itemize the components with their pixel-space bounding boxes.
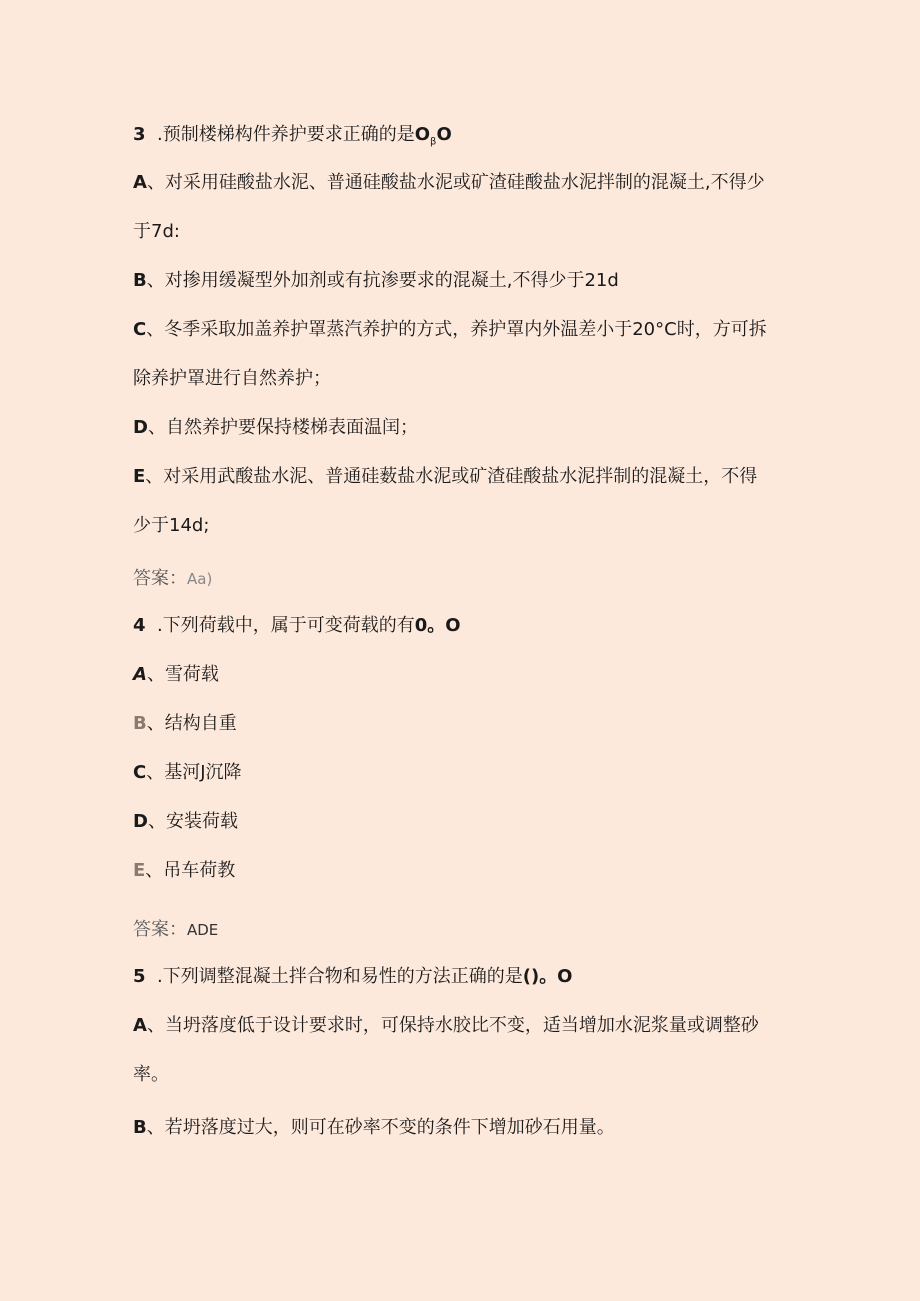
answer-3 [133,567,212,591]
option-text: 冬季采取加盖养护罩蒸汽养护的方式，养护罩内外温差小于20°C时，方可拆 [164,319,767,340]
option-sep: 、 [146,762,165,783]
option-e-continued [133,514,209,538]
option-label: E [133,466,146,487]
question-5-title [133,965,573,989]
option-sep: 、 [146,1015,165,1036]
option-label: B [133,1117,147,1138]
question-suffix: 0。O [414,615,461,636]
option-text: 自然养护要保持楼梯表面温闰； [165,417,418,438]
question-suffix-sub: β [430,136,437,148]
question-text: .下列荷载中，属于可变荷载的有 [157,615,415,636]
option-label: B [133,270,147,291]
option-label: D [133,417,148,438]
option-d [133,416,418,440]
option-text: 若坍落度过大，则可在砂率不变的条件下增加砂石用量。 [164,1117,615,1138]
question-number: 3 [133,124,146,145]
question-text: .预制楼梯构件养护要求正确的是 [157,124,415,145]
option-sep: 、 [145,466,164,487]
option-sep: 、 [146,713,165,734]
question-number: 4 [133,615,146,636]
option-a-continued [133,1063,169,1087]
question-number: 5 [133,966,146,987]
option-label: A [133,172,147,193]
option-e [133,859,235,883]
option-text: 除养护罩进行自然养护； [133,368,331,389]
option-text: 安装荷载 [165,811,238,832]
option-sep: 、 [146,270,165,291]
question-text: .下列调整混凝土拌合物和易性的方法正确的是 [157,966,523,987]
answer-4 [133,918,218,942]
question-suffix: O [414,124,431,145]
option-label: C [133,762,147,783]
option-c [133,318,767,342]
option-b [133,712,237,736]
option-text: 雪荷载 [164,664,219,685]
option-text: 对采用武酸盐水泥、普通硅薮盐水泥或矿渣硅酸盐水泥拌制的混凝土，不得 [163,466,758,487]
option-e [133,465,757,489]
question-suffix-end: O [436,124,452,145]
answer-label: 答案： [133,568,187,589]
answer-label: 答案： [133,919,187,940]
option-a [133,1014,759,1038]
option-d [133,810,238,834]
option-text: 吊车荷教 [163,860,236,881]
option-label: A [133,664,147,685]
question-suffix: ()。O [522,966,573,987]
option-text: 率。 [133,1064,169,1085]
option-c [133,761,242,785]
option-text: 当坍落度低于设计要求时，可保持水胶比不变，适当增加水泥浆量或调整砂 [164,1015,759,1036]
question-4-title [133,614,461,638]
option-a [133,663,219,687]
option-sep: 、 [146,664,165,685]
option-sep: 、 [146,172,165,193]
option-text: 基河J沉降 [164,762,242,783]
question-3-title [133,123,452,155]
option-label: C [133,319,147,340]
option-a-continued [133,220,180,244]
option-b [133,1116,615,1140]
option-text: 对掺用缓凝型外加剂或有抗渗要求的混凝土,不得少于21d [164,270,619,291]
option-text: 于7d: [133,221,180,242]
option-text: 对采用硅酸盐水泥、普通硅酸盐水泥或矿渣硅酸盐水泥拌制的混凝土,不得少 [164,172,765,193]
option-sep: 、 [146,1117,165,1138]
option-sep: 、 [147,811,166,832]
option-label: E [133,860,146,881]
option-text: 少于14d; [133,515,210,536]
option-c-continued [133,367,331,391]
answer-value: ADE [187,921,219,939]
answer-value: Aa) [187,570,213,588]
option-b [133,269,619,293]
option-text: 结构自重 [164,713,237,734]
option-label: A [133,1015,147,1036]
option-sep: 、 [146,319,165,340]
option-sep: 、 [147,417,166,438]
option-sep: 、 [145,860,164,881]
option-label: D [133,811,148,832]
option-a [133,171,765,195]
option-label: B [133,713,147,734]
